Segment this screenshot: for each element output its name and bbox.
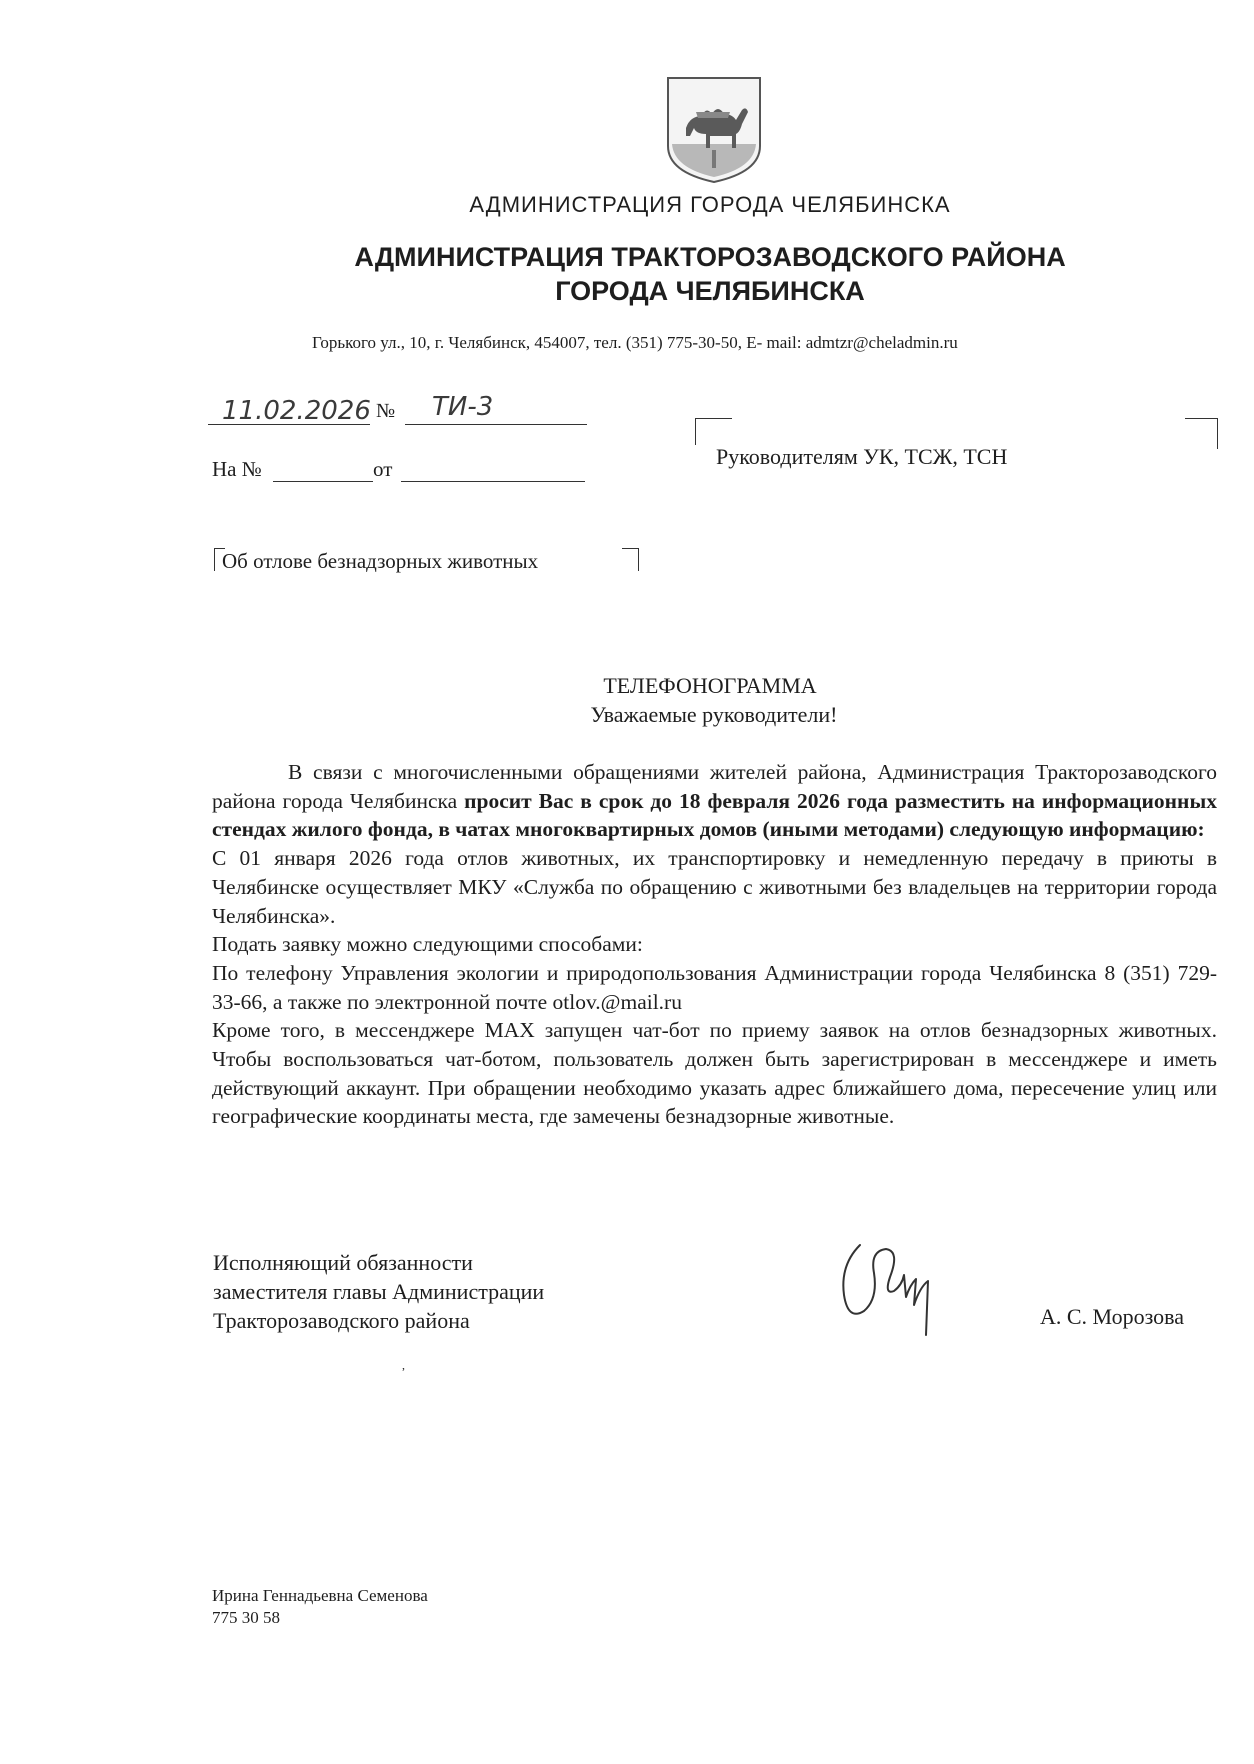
subject: Об отлове безнадзорных животных [222, 549, 539, 573]
executor-name: Ирина Геннадьевна Семенова [212, 1586, 428, 1605]
executor-phone: 775 30 58 [212, 1608, 280, 1627]
document-type: ТЕЛЕФОНОГРАММА [603, 673, 817, 698]
org-district-name [300, 240, 1120, 308]
handwritten-number: ТИ-3 [432, 392, 494, 422]
salutation: Уважаемые руководители! [590, 702, 838, 727]
org-address: Горького ул., 10, г. Челябинск, 454007, тел. (351) 775-30-50, E- mail: admtzr@cheladmin.ru [312, 333, 958, 352]
signer-position [213, 1248, 544, 1335]
signer-position-line2: заместителя главы Администрации [213, 1279, 545, 1304]
signer-position-line1: Исполняющий обязанности [213, 1250, 473, 1275]
executor-info [212, 1585, 428, 1629]
body-paragraph-phone: По телефону Управления экологии и природопользования Администрации города Челябинска 8 (351) 729-33-66, а также по электронной почте otlov.@mail.ru [212, 960, 1217, 1014]
reply-number-label: На № [212, 457, 262, 481]
handwritten-date: 11.02.2026 [222, 396, 371, 426]
org-city-name: АДМИНИСТРАЦИЯ ГОРОДА ЧЕЛЯБИНСКА [469, 192, 951, 217]
letter-body [212, 758, 1217, 1131]
body-request-bold: просит Вас в срок до 18 февраля 2026 года разместить на информационных стендах жилого фонда, в чатах многоквартирных домов (иными методами) следующую информацию: [212, 788, 1217, 842]
subject-bracket-right [622, 548, 639, 571]
body-paragraph-chatbot: Кроме того, в мессенджере MAX запущен чат-бот по приему заявок на отлов безнадзорных животных. Чтобы воспользоваться чат-ботом, пользователь должен быть зарегистрирован в мессенджере и иметь действующий аккаунт. При обращении необходимо указать адрес ближайшего дома, пересечение улиц или географические координаты места, где замечены безнадзорные животные. [212, 1018, 1217, 1129]
handwritten-signature [830, 1225, 940, 1345]
recipient: Руководителям УК, ТСЖ, ТСН [716, 444, 1008, 469]
signer-position-line3: Тракторозаводского района [213, 1308, 470, 1333]
org-district-line2: ГОРОДА ЧЕЛЯБИНСКА [555, 276, 865, 306]
body-request-text: В связи с многочисленными обращениями жителей района, Администрация Тракторозаводского района города Челябинска [212, 760, 1217, 813]
recipient-bracket-left [695, 418, 732, 445]
number-sign: № [376, 400, 396, 422]
signer-name: А. С. Морозова [1040, 1304, 1184, 1329]
body-paragraph-service: С 01 января 2026 года отлов животных, их транспортировку и немедленную передачу в приюты в Челябинске осуществляет МКУ «Служба по обращению с животными без владельцев на территории города Челябинска». [212, 846, 1217, 928]
reply-number-line [273, 454, 373, 482]
reply-from-label: от [373, 457, 393, 481]
body-paragraph-methods: Подать заявку можно следующими способами: [212, 932, 643, 957]
recipient-bracket-right [1185, 418, 1218, 449]
scan-speck: , [402, 1358, 405, 1372]
org-district-line1: АДМИНИСТРАЦИЯ ТРАКТОРОЗАВОДСКОГО РАЙОНА [354, 242, 1066, 272]
reply-date-line [401, 454, 585, 482]
body-paragraph-request [212, 758, 1217, 844]
coat-of-arms-emblem [666, 76, 762, 184]
